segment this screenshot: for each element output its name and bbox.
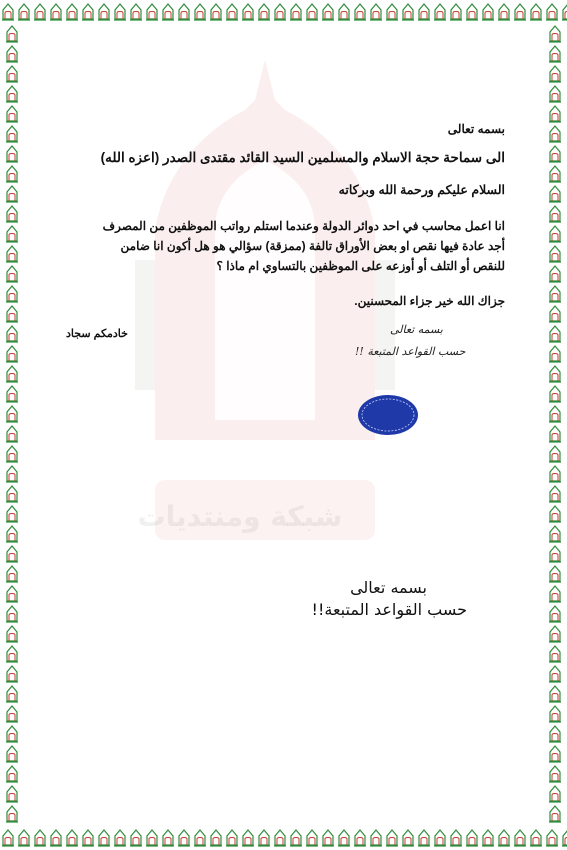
border-ornament-icon — [209, 829, 223, 847]
border-ornament-icon — [433, 3, 447, 21]
border-ornament-icon — [417, 3, 431, 21]
border-ornament-icon — [5, 225, 19, 243]
letter-body — [65, 216, 505, 276]
border-ornament-icon — [241, 829, 255, 847]
border-ornament-icon — [561, 3, 567, 21]
border-ornament-icon — [548, 525, 562, 543]
border-ornament-icon — [97, 829, 111, 847]
border-ornament-icon — [401, 829, 415, 847]
decorative-border-left — [0, 24, 24, 826]
border-ornament-icon — [548, 625, 562, 643]
border-ornament-icon — [5, 325, 19, 343]
border-ornament-icon — [193, 829, 207, 847]
border-ornament-icon — [5, 565, 19, 583]
border-ornament-icon — [548, 665, 562, 683]
border-ornament-icon — [545, 829, 559, 847]
border-ornament-icon — [353, 3, 367, 21]
border-ornament-icon — [5, 345, 19, 363]
border-ornament-icon — [257, 3, 271, 21]
border-ornament-icon — [177, 829, 191, 847]
border-ornament-icon — [548, 405, 562, 423]
border-ornament-icon — [5, 265, 19, 283]
border-ornament-icon — [81, 3, 95, 21]
border-ornament-icon — [548, 565, 562, 583]
border-ornament-icon — [548, 545, 562, 563]
border-ornament-icon — [529, 3, 543, 21]
border-ornament-icon — [548, 445, 562, 463]
border-ornament-icon — [113, 3, 127, 21]
border-ornament-icon — [548, 165, 562, 183]
decorative-border-top — [0, 0, 567, 24]
border-ornament-icon — [17, 3, 31, 21]
letter-header: بسمه تعالى — [447, 122, 505, 136]
border-ornament-icon — [548, 465, 562, 483]
border-ornament-icon — [5, 485, 19, 503]
border-ornament-icon — [5, 85, 19, 103]
border-ornament-icon — [5, 525, 19, 543]
border-ornament-icon — [193, 3, 207, 21]
border-ornament-icon — [548, 585, 562, 603]
border-ornament-icon — [5, 205, 19, 223]
border-ornament-icon — [548, 685, 562, 703]
border-ornament-icon — [5, 745, 19, 763]
border-ornament-icon — [548, 85, 562, 103]
letter-body-line: أجد عادة فيها نقص او بعض الأوراق تالفة (ممزقة) سؤالي هو هل أكون انا ضامن — [120, 239, 505, 253]
letter-signature: خادمكم سجاد — [66, 328, 128, 340]
border-ornament-icon — [548, 25, 562, 43]
border-ornament-icon — [273, 829, 287, 847]
border-ornament-icon — [5, 285, 19, 303]
border-ornament-icon — [5, 645, 19, 663]
border-ornament-icon — [548, 765, 562, 783]
letter-thanks: جزاك الله خير جزاء المحسنين. — [354, 294, 505, 308]
border-ornament-icon — [548, 745, 562, 763]
border-ornament-icon — [5, 25, 19, 43]
border-ornament-icon — [49, 829, 63, 847]
border-ornament-icon — [548, 645, 562, 663]
reply-line-1: بسمه تعالى — [350, 578, 427, 597]
border-ornament-icon — [513, 829, 527, 847]
border-ornament-icon — [497, 829, 511, 847]
border-ornament-icon — [548, 725, 562, 743]
border-ornament-icon — [5, 785, 19, 803]
border-ornament-icon — [33, 3, 47, 21]
border-ornament-icon — [225, 3, 239, 21]
border-ornament-icon — [548, 125, 562, 143]
border-ornament-icon — [5, 665, 19, 683]
border-ornament-icon — [548, 365, 562, 383]
border-ornament-icon — [209, 3, 223, 21]
border-ornament-icon — [129, 3, 143, 21]
border-ornament-icon — [5, 405, 19, 423]
border-ornament-icon — [5, 725, 19, 743]
border-ornament-icon — [289, 3, 303, 21]
watermark-subtext: شبكة ومنتديات — [137, 500, 343, 533]
border-ornament-icon — [548, 785, 562, 803]
border-ornament-icon — [433, 829, 447, 847]
border-ornament-icon — [548, 185, 562, 203]
border-ornament-icon — [481, 3, 495, 21]
border-ornament-icon — [548, 225, 562, 243]
border-ornament-icon — [5, 385, 19, 403]
border-ornament-icon — [161, 829, 175, 847]
border-ornament-icon — [548, 145, 562, 163]
border-ornament-icon — [548, 385, 562, 403]
border-ornament-icon — [385, 3, 399, 21]
border-ornament-icon — [369, 829, 383, 847]
border-ornament-icon — [548, 805, 562, 823]
border-ornament-icon — [257, 829, 271, 847]
border-ornament-icon — [129, 829, 143, 847]
border-ornament-icon — [177, 3, 191, 21]
border-ornament-icon — [5, 545, 19, 563]
border-ornament-icon — [289, 829, 303, 847]
border-ornament-icon — [5, 685, 19, 703]
border-ornament-icon — [145, 829, 159, 847]
border-ornament-icon — [5, 625, 19, 643]
border-ornament-icon — [5, 425, 19, 443]
border-ornament-icon — [417, 829, 431, 847]
border-ornament-icon — [548, 325, 562, 343]
border-ornament-icon — [5, 805, 19, 823]
border-ornament-icon — [481, 829, 495, 847]
border-ornament-icon — [5, 305, 19, 323]
border-ornament-icon — [449, 829, 463, 847]
letter-greeting: السلام عليكم ورحمة الله وبركاته — [338, 183, 505, 197]
border-ornament-icon — [81, 829, 95, 847]
border-ornament-icon — [548, 505, 562, 523]
letter-body-line: انا اعمل محاسب في احد دوائر الدولة وعندما استلم رواتب الموظفين من المصرف — [102, 219, 505, 233]
border-ornament-icon — [401, 3, 415, 21]
border-ornament-icon — [548, 705, 562, 723]
border-ornament-icon — [5, 245, 19, 263]
border-ornament-icon — [5, 185, 19, 203]
letter-body-line: للنقص أو التلف أو أوزعه على الموظفين بالتساوي ام ماذا ؟ — [216, 259, 505, 273]
border-ornament-icon — [33, 829, 47, 847]
border-ornament-icon — [369, 3, 383, 21]
border-ornament-icon — [17, 829, 31, 847]
border-ornament-icon — [465, 829, 479, 847]
border-ornament-icon — [497, 3, 511, 21]
official-seal-stamp — [357, 394, 419, 436]
border-ornament-icon — [353, 829, 367, 847]
border-ornament-icon — [548, 245, 562, 263]
letter-addressee: الى سماحة حجة الاسلام والمسلمين السيد القائد مقتدى الصدر (اعزه الله) — [100, 150, 505, 165]
border-ornament-icon — [5, 105, 19, 123]
handwritten-line-2: حسب القواعد المتبعة !! — [355, 345, 466, 358]
border-ornament-icon — [321, 829, 335, 847]
border-ornament-icon — [545, 3, 559, 21]
border-ornament-icon — [449, 3, 463, 21]
border-ornament-icon — [561, 829, 567, 847]
border-ornament-icon — [385, 829, 399, 847]
border-ornament-icon — [548, 45, 562, 63]
border-ornament-icon — [5, 605, 19, 623]
border-ornament-icon — [529, 829, 543, 847]
handwritten-line-1: بسمه تعالى — [390, 323, 443, 336]
border-ornament-icon — [225, 829, 239, 847]
border-ornament-icon — [321, 3, 335, 21]
border-ornament-icon — [5, 445, 19, 463]
border-ornament-icon — [5, 165, 19, 183]
border-ornament-icon — [548, 105, 562, 123]
border-ornament-icon — [5, 145, 19, 163]
border-ornament-icon — [337, 829, 351, 847]
border-ornament-icon — [5, 365, 19, 383]
border-ornament-icon — [548, 605, 562, 623]
border-ornament-icon — [548, 285, 562, 303]
border-ornament-icon — [5, 505, 19, 523]
decorative-border-bottom — [0, 826, 567, 850]
border-ornament-icon — [241, 3, 255, 21]
border-ornament-icon — [161, 3, 175, 21]
border-ornament-icon — [5, 45, 19, 63]
border-ornament-icon — [548, 65, 562, 83]
border-ornament-icon — [5, 585, 19, 603]
border-ornament-icon — [5, 125, 19, 143]
border-ornament-icon — [65, 829, 79, 847]
border-ornament-icon — [465, 3, 479, 21]
border-ornament-icon — [548, 345, 562, 363]
border-ornament-icon — [5, 765, 19, 783]
border-ornament-icon — [97, 3, 111, 21]
border-ornament-icon — [113, 829, 127, 847]
border-ornament-icon — [65, 3, 79, 21]
border-ornament-icon — [548, 205, 562, 223]
border-ornament-icon — [548, 425, 562, 443]
decorative-border-right — [543, 24, 567, 826]
border-ornament-icon — [1, 829, 15, 847]
border-ornament-icon — [49, 3, 63, 21]
border-ornament-icon — [305, 3, 319, 21]
border-ornament-icon — [305, 829, 319, 847]
border-ornament-icon — [548, 485, 562, 503]
border-ornament-icon — [145, 3, 159, 21]
border-ornament-icon — [273, 3, 287, 21]
border-ornament-icon — [548, 305, 562, 323]
border-ornament-icon — [548, 265, 562, 283]
border-ornament-icon — [1, 3, 15, 21]
border-ornament-icon — [5, 705, 19, 723]
border-ornament-icon — [5, 65, 19, 83]
border-ornament-icon — [5, 465, 19, 483]
reply-line-2: حسب القواعد المتبعة!! — [311, 600, 467, 619]
border-ornament-icon — [513, 3, 527, 21]
border-ornament-icon — [337, 3, 351, 21]
